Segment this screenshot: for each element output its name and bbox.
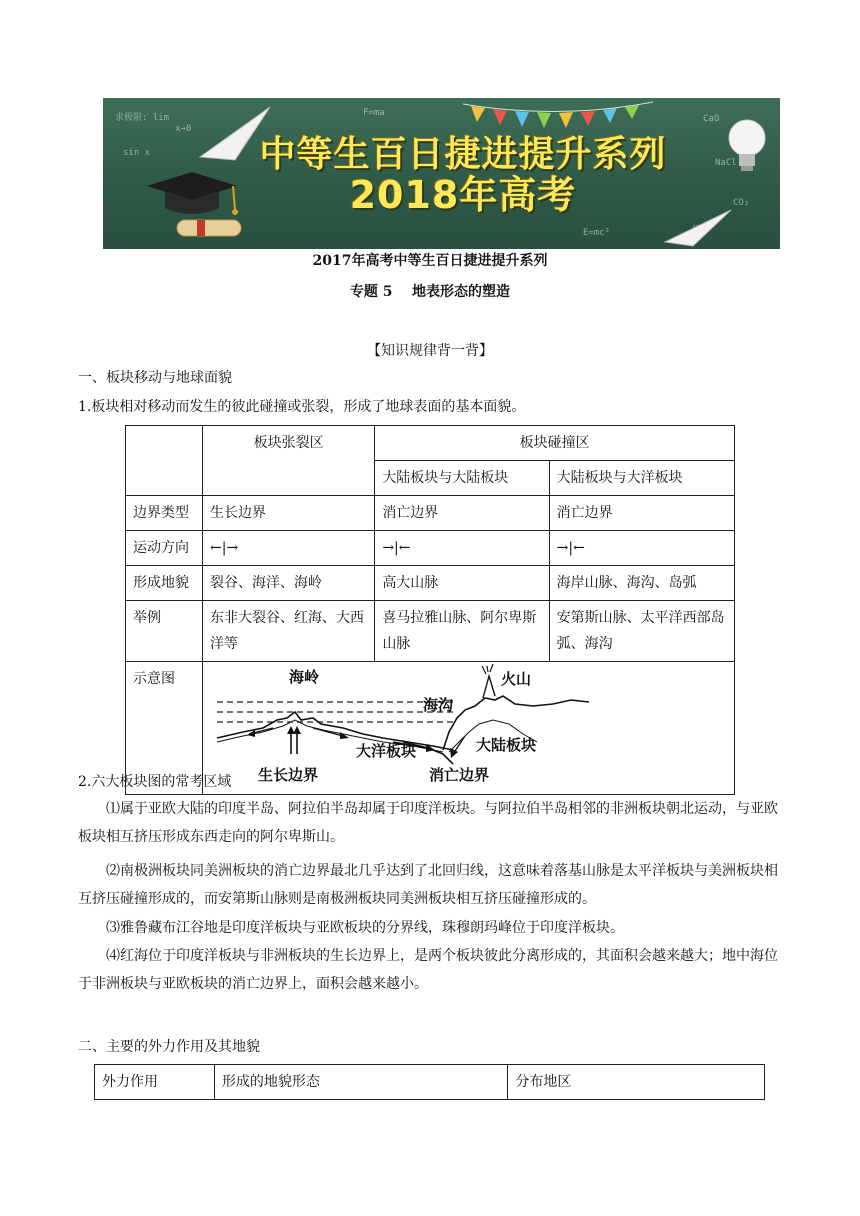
topic-title-text: 专题 5 地表形态的塑造 bbox=[349, 284, 511, 300]
header-banner bbox=[103, 98, 780, 249]
graduation-cap-icon bbox=[137, 164, 247, 244]
row-label: 形成地貌 bbox=[126, 566, 203, 601]
chalk-formula: CaO bbox=[703, 114, 720, 124]
paragraph: ⑴属于亚欧大陆的印度半岛、阿拉伯半岛却属于印度洋板块。与阿拉伯半岛相邻的非洲板块朝北运动，与亚欧板块相互挤压形成东西走向的阿尔卑斯山。 bbox=[78, 801, 778, 845]
table-cell: 高大山脉 bbox=[375, 566, 549, 601]
diagram-label-volcano: 火山 bbox=[501, 670, 532, 688]
header-rift: 板块张裂区 bbox=[203, 426, 375, 496]
table-header: 外力作用 bbox=[95, 1065, 215, 1100]
chalk-formula: NaCl bbox=[715, 158, 737, 168]
part1-item2: 2.六大板块图的常考区域 bbox=[78, 774, 232, 790]
table-cell: 东非大裂谷、红海、大西洋等 bbox=[203, 601, 375, 662]
diagram-label-subduction-boundary: 消亡边界 bbox=[429, 766, 490, 784]
chalk-formula: E=mc² bbox=[583, 228, 611, 238]
plate-boundary-table bbox=[125, 425, 735, 795]
diagram-label-oceanic-plate: 大洋板块 bbox=[356, 742, 417, 760]
table-header: 形成的地貌形态 bbox=[214, 1065, 508, 1100]
chalk-formula: sin x bbox=[123, 148, 151, 158]
table-row bbox=[126, 601, 735, 662]
table-cell: 裂谷、海洋、海岭 bbox=[203, 566, 375, 601]
chalk-formula: F=ma bbox=[363, 108, 385, 118]
light-bulb-icon bbox=[723, 116, 771, 176]
chalk-formula: CO₂ bbox=[733, 198, 750, 208]
banner-title-line1: 中等生百日捷进提升系列 bbox=[259, 134, 667, 175]
paragraph: ⑶雅鲁藏布江谷地是印度洋板块与亚欧板块的分界线，珠穆朗玛峰位于印度洋板块。 bbox=[106, 920, 624, 936]
header-continental-oceanic: 大陆板块与大洋板块 bbox=[549, 461, 734, 496]
plate-diagram-cell bbox=[203, 662, 735, 795]
chalk-formula: x→0 bbox=[175, 124, 192, 134]
table-cell: 生长边界 bbox=[203, 496, 375, 531]
table-cell: 喜马拉雅山脉、阿尔卑斯山脉 bbox=[375, 601, 549, 662]
series-title: 2017年高考中等生百日捷进提升系列 bbox=[312, 253, 548, 269]
bunting-flags-icon bbox=[463, 98, 653, 138]
table-row bbox=[126, 496, 735, 531]
row-label: 举例 bbox=[126, 601, 203, 662]
table-cell: 海岸山脉、海沟、岛弧 bbox=[549, 566, 734, 601]
topic-title bbox=[0, 281, 860, 301]
chalk-formula: 求极限: lim bbox=[115, 113, 170, 123]
table-corner-cell bbox=[126, 426, 203, 496]
external-forces-table bbox=[94, 1064, 765, 1100]
table-cell: 消亡边界 bbox=[549, 496, 734, 531]
header-continental-continental: 大陆板块与大陆板块 bbox=[375, 461, 549, 496]
banner-title bbox=[243, 136, 683, 216]
diagram-label-trench: 海沟 bbox=[423, 696, 454, 714]
plate-diagram bbox=[203, 662, 734, 794]
paragraph: ⑷红海位于印度洋板块与非洲板块的生长边界上，是两个板块彼此分离形成的，其面积会越来越大；地中海位于非洲板块与亚欧板块的消亡边界上，面积会越来越小。 bbox=[78, 948, 778, 992]
row-label: 边界类型 bbox=[126, 496, 203, 531]
diagram-label-continental-plate: 大陆板块 bbox=[476, 736, 537, 754]
part1-heading: 一、板块移动与地球面貌 bbox=[78, 370, 232, 386]
table-cell: 消亡边界 bbox=[375, 496, 549, 531]
diagram-label-ridge: 海岭 bbox=[289, 668, 320, 686]
part1-item1: 1.板块相对移动而发生的彼此碰撞或张裂，形成了地球表面的基本面貌。 bbox=[78, 399, 526, 415]
table-cell: →|← bbox=[375, 531, 549, 566]
part2-heading: 二、主要的外力作用及其地貌 bbox=[78, 1039, 260, 1055]
diagram-label-growth-boundary: 生长边界 bbox=[258, 766, 319, 784]
row-label: 运动方向 bbox=[126, 531, 203, 566]
table-row bbox=[126, 531, 735, 566]
banner-title-line2: 2018年高考 bbox=[349, 172, 577, 217]
table-row bbox=[126, 566, 735, 601]
header-collide: 板块碰撞区 bbox=[375, 426, 735, 461]
table-cell: 安第斯山脉、太平洋西部岛弧、海沟 bbox=[549, 601, 734, 662]
paragraph: ⑵南极洲板块同美洲板块的消亡边界最北几乎达到了北回归线，这意味着落基山脉是太平洋板块与美洲板块相互挤压碰撞形成的，而安第斯山脉则是南极洲板块同美洲板块相互挤压碰撞形成的。 bbox=[78, 863, 778, 907]
row-label: 示意图 bbox=[126, 662, 203, 795]
table-cell: →|← bbox=[549, 531, 734, 566]
section-banner: 【知识规律背一背】 bbox=[367, 343, 493, 359]
table-cell: ←|→ bbox=[203, 531, 375, 566]
table-header: 分布地区 bbox=[508, 1065, 765, 1100]
